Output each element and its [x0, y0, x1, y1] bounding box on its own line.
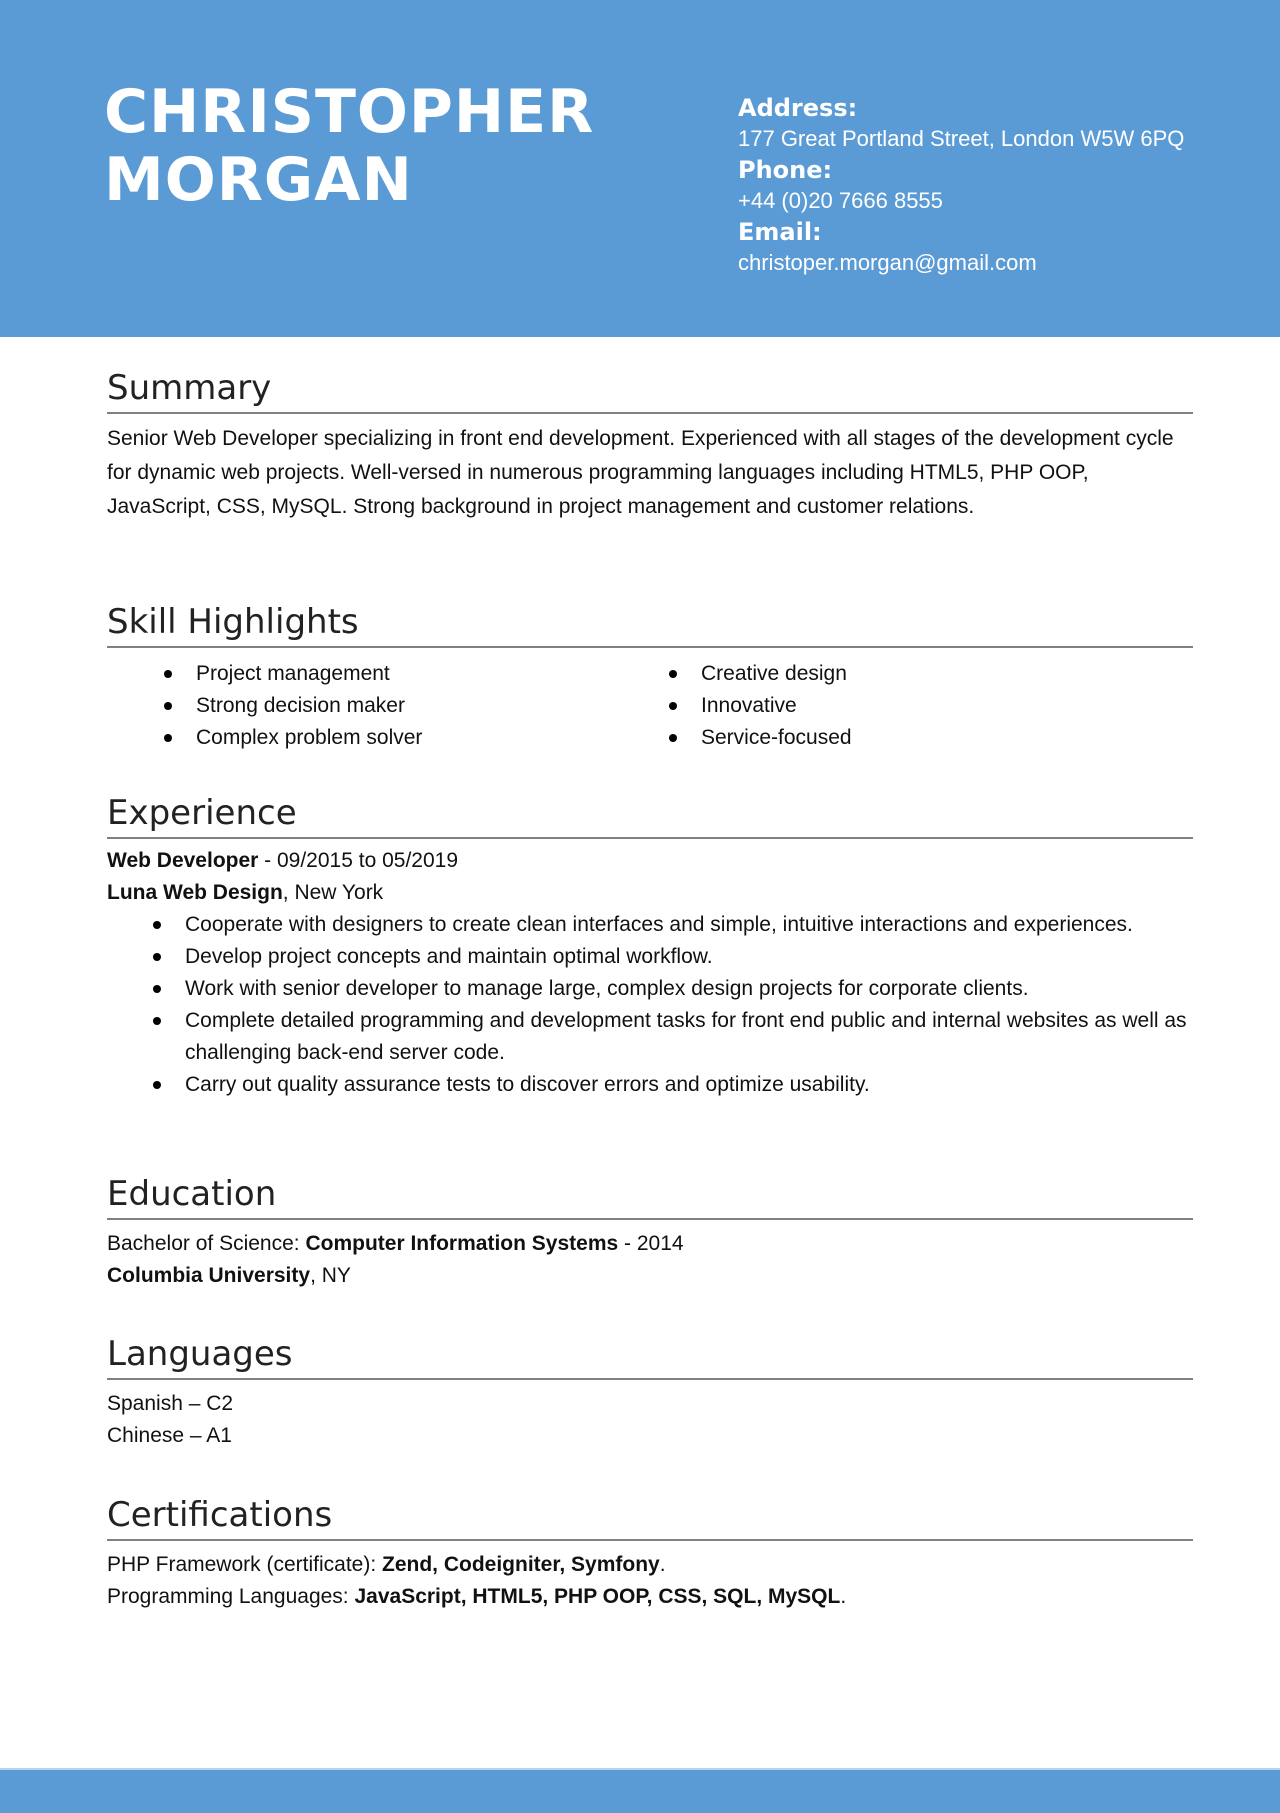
job-bullets [107, 909, 1193, 1101]
candidate-name [104, 78, 594, 214]
skills-left-list [107, 658, 612, 754]
skill-item: Strong decision maker [196, 690, 612, 722]
skill-item: Innovative [701, 690, 1117, 722]
skill-item: Project management [196, 658, 612, 690]
job-bullet: Complete detailed programming and development tasks for front end public and internal websites as well as challenging back-end server code. [185, 1005, 1193, 1069]
job-bullet: Work with senior developer to manage large, complex design projects for corporate clients. [185, 973, 1193, 1005]
certification-line [107, 1581, 1193, 1613]
skill-item: Complex problem solver [196, 722, 612, 754]
degree-name: Computer Information Systems [305, 1232, 619, 1255]
school-line [107, 1260, 1193, 1292]
header-banner [0, 0, 1280, 337]
job-bullet: Carry out quality assurance tests to discover errors and optimize usability. [185, 1069, 1193, 1101]
name-first: CHRISTOPHER [104, 77, 595, 147]
footer-banner [0, 1768, 1280, 1813]
languages-section [107, 1332, 1193, 1452]
school-location: , NY [310, 1264, 351, 1287]
skill-item: Service-focused [701, 722, 1117, 754]
school-name: Columbia University [107, 1264, 311, 1287]
section-heading: Languages [107, 1332, 1193, 1380]
skills-section [107, 600, 1193, 754]
cert-suffix: . [659, 1553, 666, 1576]
phone-label: Phone: [738, 156, 833, 184]
summary-section [107, 366, 1193, 524]
skill-item: Creative design [701, 658, 1117, 690]
cert-suffix: . [840, 1585, 847, 1608]
cert-prefix: Programming Languages: [107, 1585, 355, 1608]
certification-line [107, 1549, 1193, 1581]
education-section [107, 1172, 1193, 1292]
name-last: MORGAN [104, 145, 413, 215]
company-location: , New York [282, 881, 384, 904]
certifications-section [107, 1493, 1193, 1613]
section-heading: Experience [107, 791, 1193, 839]
degree-prefix: Bachelor of Science: [107, 1232, 306, 1255]
cert-prefix: PHP Framework (certificate): [107, 1553, 382, 1576]
section-heading: Education [107, 1172, 1193, 1220]
language-item: Chinese – A1 [107, 1424, 232, 1447]
section-heading: Certifications [107, 1493, 1193, 1541]
job-bullet: Cooperate with designers to create clean interfaces and simple, intuitive interactions and experiences. [185, 909, 1193, 941]
experience-section [107, 791, 1193, 1101]
job-bullet: Develop project concepts and maintain optimal workflow. [185, 941, 1193, 973]
job-dates: - 09/2015 to 05/2019 [258, 849, 458, 872]
email-value[interactable]: christoper.morgan@gmail.com [738, 250, 1037, 275]
job-title: Web Developer [107, 849, 259, 872]
address-value: 177 Great Portland Street, London W5W 6PQ [738, 126, 1185, 151]
degree-line [107, 1228, 1193, 1260]
email-label: Email: [738, 218, 822, 246]
language-item: Spanish – C2 [107, 1392, 234, 1415]
section-heading: Summary [107, 366, 1193, 414]
address-label: Address: [738, 94, 858, 122]
cert-value: Zend, Codeigniter, Symfony [382, 1553, 660, 1576]
job-line [107, 845, 1193, 877]
contact-info [738, 93, 1184, 279]
company-name: Luna Web Design [107, 881, 283, 904]
summary-text: Senior Web Developer specializing in front end development. Experienced with all stages of the development cycle for dynamic web projects. Well-versed in numerous programming languages including HTML5, PHP OOP, JavaScript, CSS, MySQL. Strong background in project management and customer relations. [107, 427, 1174, 518]
cert-value: JavaScript, HTML5, PHP OOP, CSS, SQL, MySQL [354, 1585, 841, 1608]
degree-year: - 2014 [618, 1232, 684, 1255]
skills-right-list [612, 658, 1117, 754]
section-heading: Skill Highlights [107, 600, 1193, 648]
company-line [107, 877, 1193, 909]
phone-value: +44 (0)20 7666 8555 [738, 188, 943, 213]
